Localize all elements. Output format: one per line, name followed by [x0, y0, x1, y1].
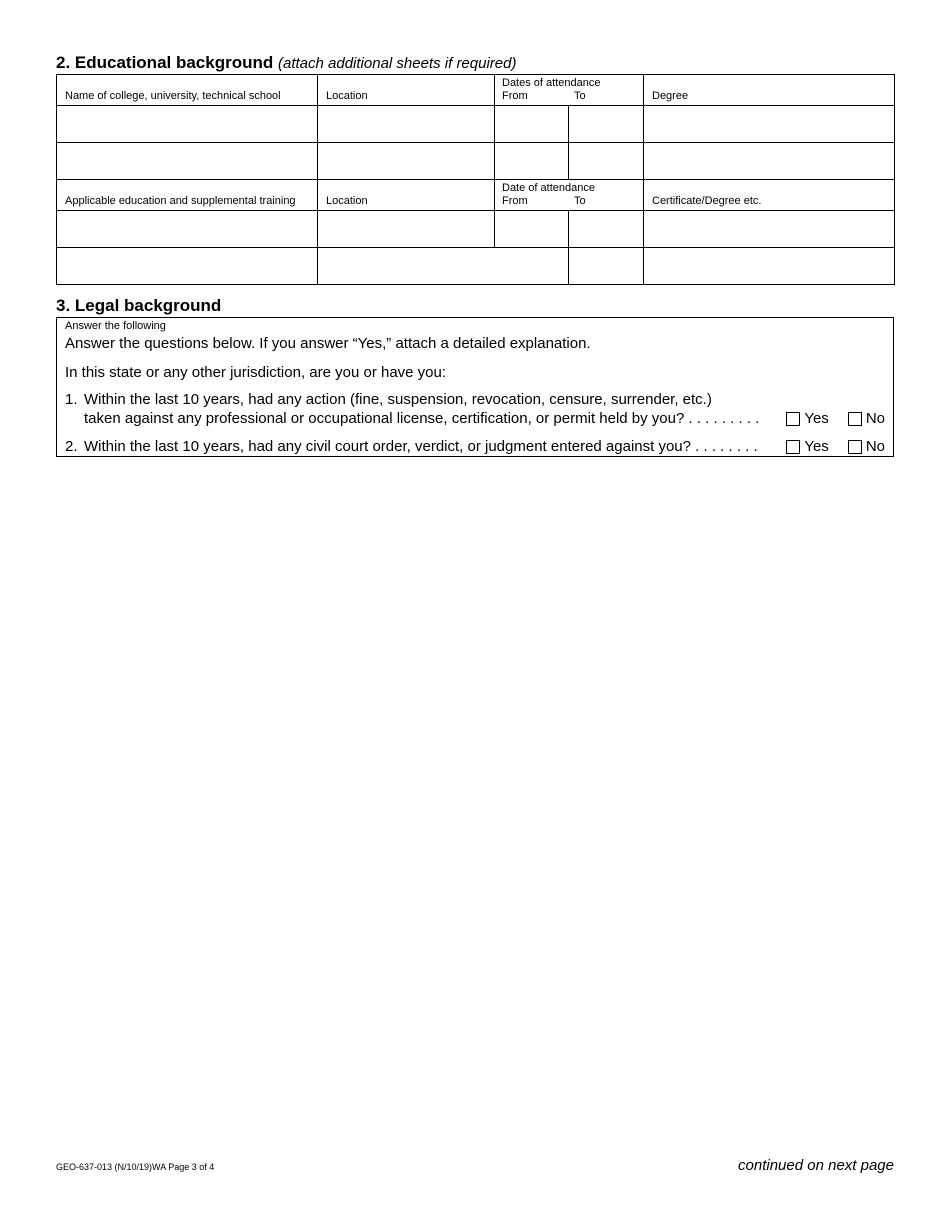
question-1-text-line2: taken against any professional or occupational license, certification, or permit held by you? . . . . . . . . . [84, 410, 760, 427]
question-2-no-checkbox[interactable] [848, 440, 862, 454]
col-header-to: To [574, 90, 586, 102]
school-name-cell[interactable] [57, 106, 318, 143]
school-name-cell[interactable] [57, 143, 318, 180]
training-location-cell[interactable] [318, 248, 569, 285]
training-to-cell[interactable] [569, 211, 644, 248]
certificate-cell[interactable] [644, 248, 895, 285]
legal-instructions: Answer the questions below. If you answer “Yes,” attach a detailed explanation. [65, 335, 591, 352]
to-date-cell[interactable] [569, 106, 644, 143]
education-section-subtitle: (attach additional sheets if required) [278, 55, 517, 72]
question-2-options [786, 438, 885, 455]
form-id-footer: GEO-637-013 (N/10/19)WA Page 3 of 4 [56, 1162, 215, 1172]
degree-cell[interactable] [644, 106, 895, 143]
training-row [57, 211, 895, 248]
question-2-yes-label: Yes [804, 438, 829, 455]
question-1-yes-checkbox[interactable] [786, 412, 800, 426]
training-to-cell[interactable] [569, 248, 644, 285]
education-row [57, 143, 895, 180]
education-row [57, 106, 895, 143]
col-header-dates: Dates of attendance From To [495, 75, 644, 106]
question-1-options [786, 410, 885, 427]
training-name-cell[interactable] [57, 248, 318, 285]
location-cell[interactable] [318, 143, 495, 180]
question-1-number: 1. [65, 391, 78, 408]
col-header-degree: Degree [644, 75, 895, 106]
col-header-training-dates: Date of attendance From To [495, 180, 644, 211]
certificate-cell[interactable] [644, 211, 895, 248]
education-section-title: 2. Educational background (attach additional sheets if required) [56, 53, 517, 72]
col-header-training-to: To [574, 195, 586, 207]
question-2-no-label: No [865, 438, 885, 455]
location-cell[interactable] [318, 106, 495, 143]
legal-section-title: 3. Legal background [56, 296, 222, 315]
question-2-number: 2. [65, 438, 78, 455]
col-header-training-from: From [502, 195, 528, 207]
question-1-no-checkbox[interactable] [848, 412, 862, 426]
degree-cell[interactable] [644, 143, 895, 180]
training-header-row [57, 180, 895, 211]
question-1-no-label: No [865, 410, 885, 427]
question-2-yes-checkbox[interactable] [786, 440, 800, 454]
col-header-name: Name of college, university, technical school [57, 75, 318, 106]
education-header-row [57, 75, 895, 106]
from-date-cell[interactable] [495, 143, 569, 180]
col-header-certificate: Certificate/Degree etc. [644, 180, 895, 211]
col-header-training: Applicable education and supplemental training [57, 180, 318, 211]
training-name-cell[interactable] [57, 211, 318, 248]
training-row [57, 248, 895, 285]
col-header-training-location: Location [318, 180, 495, 211]
col-header-from: From [502, 90, 528, 102]
training-from-cell[interactable] [495, 211, 569, 248]
training-location-cell[interactable] [318, 211, 495, 248]
legal-box [56, 317, 894, 457]
col-header-location: Location [318, 75, 495, 106]
to-date-cell[interactable] [569, 143, 644, 180]
question-1-text-line1: Within the last 10 years, had any action (fine, suspension, revocation, censure, surrender, etc.) [84, 391, 712, 408]
question-1-yes-label: Yes [804, 410, 829, 427]
education-table [56, 74, 895, 285]
continued-note: continued on next page [738, 1157, 894, 1174]
legal-intro: In this state or any other jurisdiction, are you or have you: [65, 364, 447, 381]
question-1 [65, 391, 885, 431]
question-2 [65, 438, 885, 458]
question-2-text: Within the last 10 years, had any civil court order, verdict, or judgment entered against you? . . . . . . . . [84, 438, 758, 455]
legal-small-label: Answer the following [65, 320, 166, 332]
from-date-cell[interactable] [495, 106, 569, 143]
